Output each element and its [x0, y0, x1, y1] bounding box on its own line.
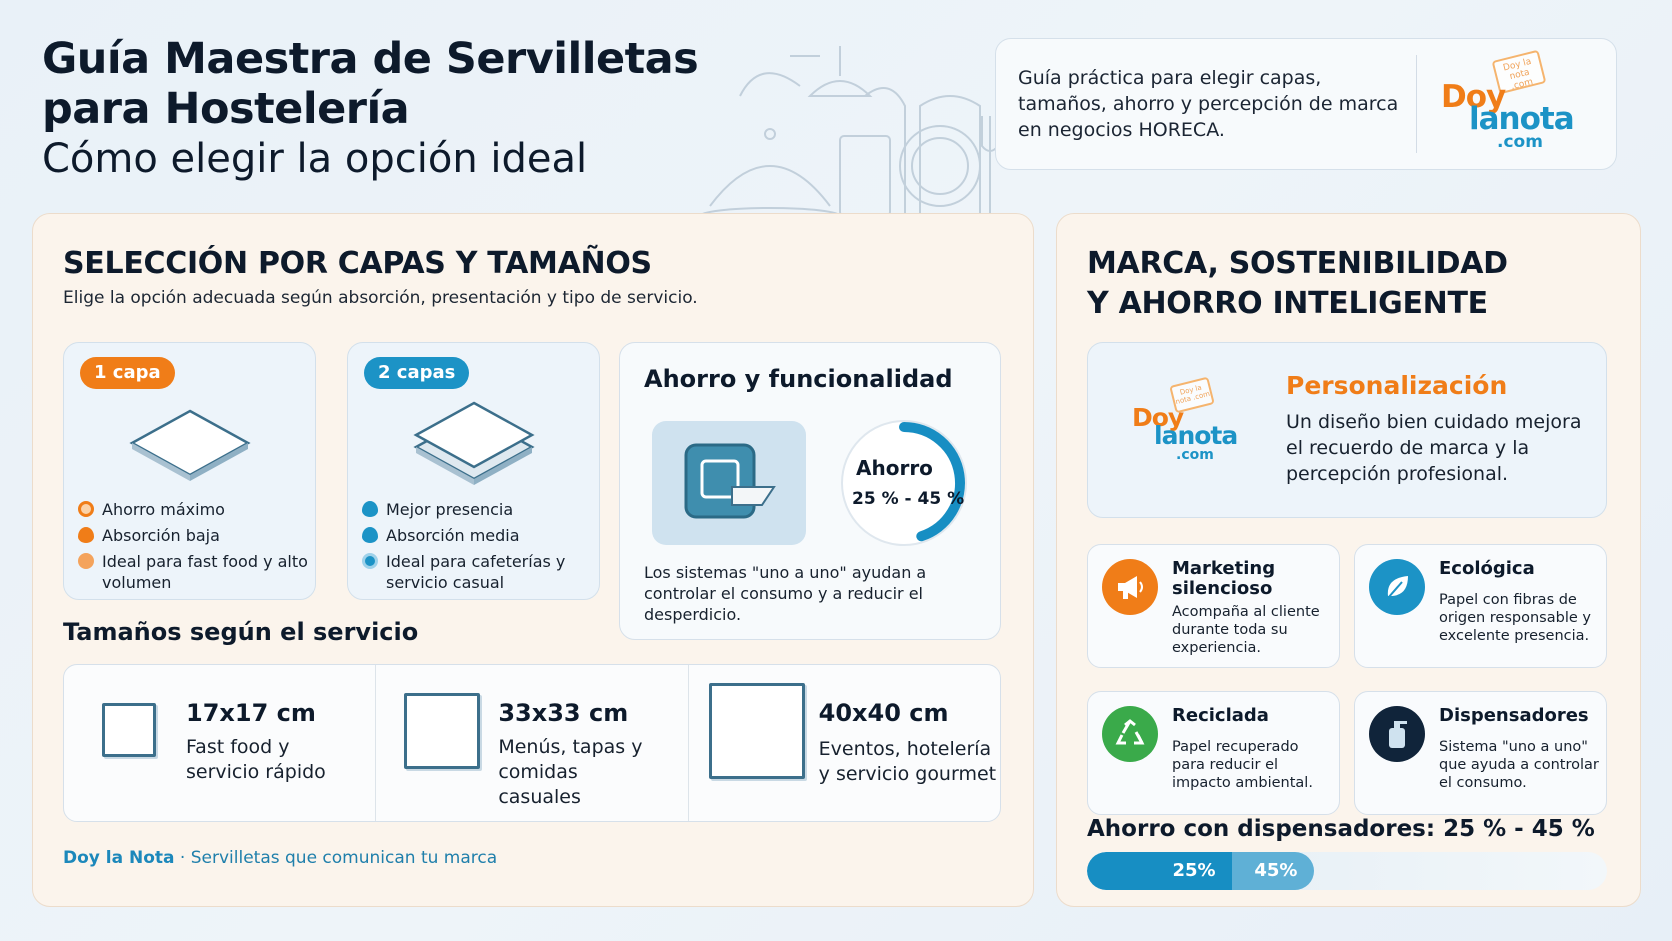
- page-title-line2: para Hostelería: [42, 84, 410, 134]
- logo-line2: lanota: [1154, 421, 1238, 450]
- feature-desc: Papel con fibras de origen responsable y excelente presencia.: [1439, 592, 1591, 644]
- section-title-brand-line1: MARCA, SOSTENIBILIDAD: [1087, 246, 1508, 281]
- left-panel: [32, 213, 1034, 907]
- two-layer-pill: 2 capas: [364, 357, 469, 389]
- size-cell-40: [689, 665, 1000, 821]
- section-title-layers: SELECCIÓN POR CAPAS Y TAMAÑOS: [63, 246, 652, 281]
- dispenser-image: [652, 421, 806, 545]
- coin-icon: [78, 501, 94, 517]
- section-desc-layers: Elige la opción adecuada según absorción, presentación y tipo de servicio.: [63, 288, 698, 308]
- brand-logo[interactable]: [1132, 379, 1272, 489]
- leaf-icon: [1369, 559, 1425, 615]
- size-desc: Fast food y servicio rápido: [186, 736, 326, 783]
- restaurant-illustration-icon: [690, 36, 1020, 216]
- single-napkin-icon: [128, 405, 252, 481]
- savings-bar-label-45: 45%: [1254, 860, 1298, 881]
- savings-gauge: [834, 413, 974, 553]
- logo-line2: lanota: [1469, 101, 1574, 137]
- savings-card-title: Ahorro y funcionalidad: [644, 365, 953, 393]
- two-layer-card: [347, 342, 600, 600]
- feature-card-marketing: [1087, 544, 1340, 668]
- size-name: 33x33 cm: [498, 699, 629, 727]
- gauge-label: Ahorro: [856, 456, 933, 480]
- feature-card-recycled: [1087, 691, 1340, 815]
- page-title-line1: Guía Maestra de Servilletas: [42, 34, 699, 84]
- feature-title: Ecológica: [1439, 558, 1535, 579]
- one-layer-features: [78, 499, 308, 598]
- brand-logo[interactable]: [1441, 49, 1581, 159]
- personalization-title: Personalización: [1286, 371, 1508, 400]
- drop-icon: [362, 527, 378, 543]
- size-name: 17x17 cm: [186, 699, 316, 727]
- size-cell-33: [376, 665, 688, 821]
- list-item: Absorción baja: [78, 525, 308, 546]
- feature-card-dispensers: [1354, 691, 1607, 815]
- intro-card: [995, 38, 1617, 170]
- logo-line3: .com: [1176, 447, 1214, 463]
- megaphone-icon: [1102, 559, 1158, 615]
- drop-icon: [78, 527, 94, 543]
- title-block: [42, 34, 742, 184]
- right-panel: [1056, 213, 1641, 907]
- logo-line1: Doy: [1441, 79, 1506, 115]
- footer-text: · Servilletas que comunican tu marca: [174, 848, 498, 868]
- list-item: Ahorro máximo: [78, 499, 308, 520]
- divider: [1416, 55, 1417, 153]
- feature-desc: Acompaña al cliente durante toda su experiencia.: [1172, 604, 1320, 656]
- napkin-square-icon: [404, 693, 480, 769]
- footer-brand[interactable]: Doy la Nota: [63, 848, 175, 868]
- list-item: Mejor presencia: [362, 499, 592, 520]
- list-item: Ideal para cafeterías y servicio casual: [362, 551, 592, 593]
- personalization-card: [1087, 342, 1607, 518]
- double-napkin-icon: [412, 399, 536, 485]
- feature-desc: Sistema "uno a uno" que ayuda a controlar el consumo.: [1439, 739, 1599, 791]
- size-name: 40x40 cm: [818, 699, 949, 727]
- list-item: Ideal para fast food y alto volumen: [78, 551, 308, 593]
- feature-title: Reciclada: [1172, 705, 1269, 726]
- logo-line1: Doy: [1132, 403, 1184, 432]
- savings-bar: [1087, 852, 1607, 890]
- savings-bar-label-25: 25%: [1172, 860, 1216, 881]
- size-desc: Eventos, hotelería y servicio gourmet: [818, 738, 997, 785]
- size-desc: Menús, tapas y comidas casuales: [498, 736, 643, 808]
- two-layer-features: [362, 499, 592, 598]
- page-subtitle: Cómo elegir la opción ideal: [42, 136, 588, 182]
- section-title-brand-line2: Y AHORRO INTELIGENTE: [1087, 286, 1488, 321]
- list-item: Absorción media: [362, 525, 592, 546]
- napkin-square-icon: [709, 683, 805, 779]
- feature-title: Dispensadores: [1439, 705, 1589, 726]
- drop-icon: [362, 501, 378, 517]
- savings-card: [619, 342, 1001, 640]
- one-layer-pill: 1 capa: [80, 357, 175, 389]
- savings-desc: Los sistemas "uno a uno" ayudan a controlar el consumo y a reducir el desperdicio.: [644, 563, 927, 624]
- napkin-square-icon: [102, 703, 156, 757]
- logo-line3: .com: [1497, 132, 1543, 152]
- feature-title: Marketing silencioso: [1172, 558, 1276, 599]
- dispenser-icon: [682, 441, 778, 525]
- coffee-icon: [362, 553, 378, 569]
- intro-text: Guía práctica para elegir capas, tamaños, ahorro y percepción de marca en negocios HORECA.: [1018, 67, 1399, 141]
- personalization-desc: Un diseño bien cuidado mejora el recuerdo de marca y la percepción profesional.: [1286, 411, 1582, 485]
- footer-note: [63, 848, 497, 868]
- feature-desc: Papel recuperado para reducir el impacto ambiental.: [1172, 739, 1313, 791]
- recycle-icon: [1102, 706, 1158, 762]
- sizes-title: Tamaños según el servicio: [63, 618, 419, 646]
- savings-bar-title: Ahorro con dispensadores: 25 % - 45 %: [1087, 816, 1595, 842]
- fastfood-icon: [78, 553, 94, 569]
- sizes-card: [63, 664, 1001, 822]
- logo-tag: Doy la nota .com: [1492, 50, 1547, 95]
- logo-tag: Doy la nota .com: [1169, 377, 1215, 414]
- feature-card-eco: [1354, 544, 1607, 668]
- dispenser-icon: [1369, 706, 1425, 762]
- size-cell-17: [64, 665, 376, 821]
- gauge-range: 25 % - 45 %: [852, 489, 965, 509]
- one-layer-card: [63, 342, 316, 600]
